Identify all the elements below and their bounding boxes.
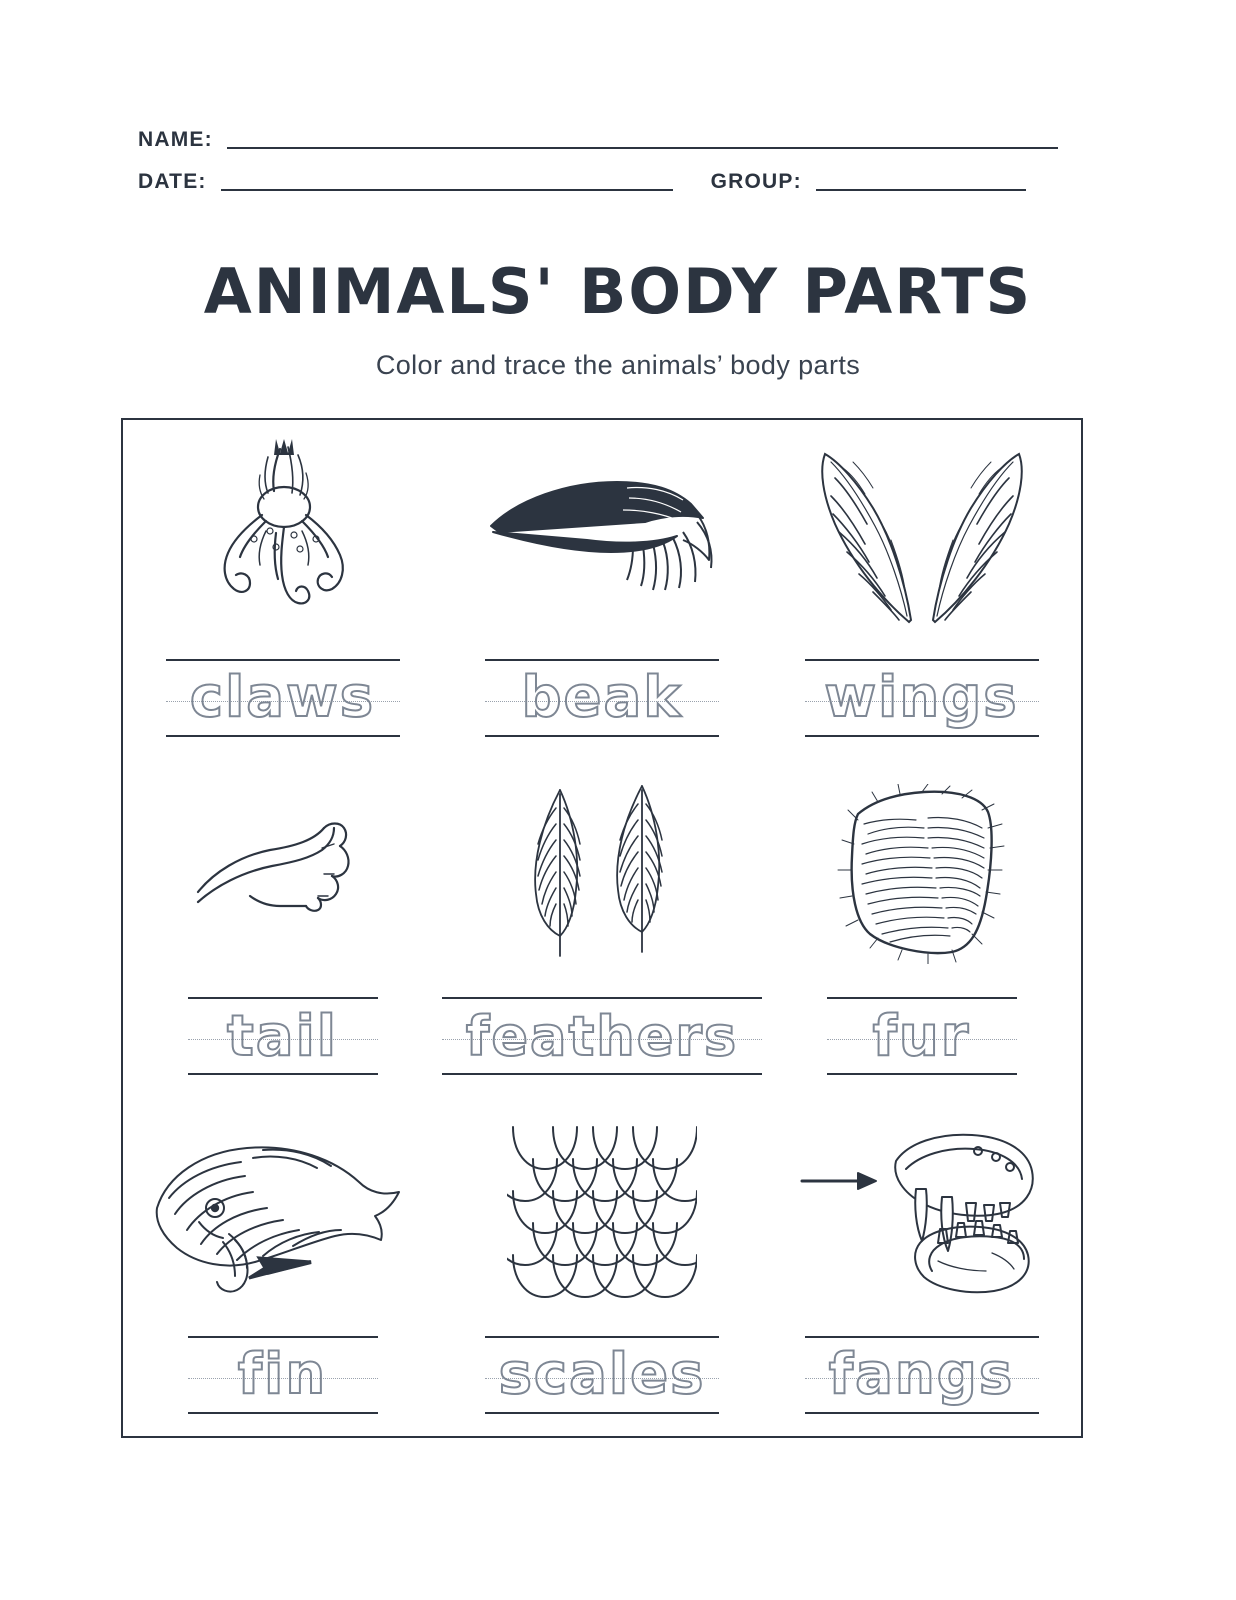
fish-scales-icon bbox=[442, 1097, 762, 1328]
worksheet-grid bbox=[123, 420, 1081, 1436]
bird-beak-icon bbox=[442, 420, 762, 651]
trace-block-claws[interactable] bbox=[166, 651, 400, 747]
animal-tail-icon bbox=[123, 759, 442, 990]
name-field-row bbox=[138, 112, 1058, 154]
trace-word: fur bbox=[872, 1003, 971, 1069]
trace-word: feathers bbox=[465, 1004, 739, 1068]
trace-word: claws bbox=[189, 665, 376, 731]
worksheet-item-fin bbox=[123, 1097, 442, 1436]
trace-word: wings bbox=[824, 665, 1019, 731]
worksheet-item-feathers bbox=[442, 759, 762, 1098]
animal-fangs-icon bbox=[762, 1097, 1081, 1328]
worksheet-item-beak bbox=[442, 420, 762, 759]
trace-block-tail[interactable] bbox=[188, 989, 378, 1085]
trace-word: scales bbox=[498, 1342, 706, 1408]
page-subtitle: Color and trace the animals’ body parts bbox=[375, 350, 861, 380]
worksheet-item-claws bbox=[123, 420, 442, 759]
page-title: ANIMALS' BODY PARTS bbox=[203, 255, 1033, 328]
worksheet-item-fur bbox=[762, 759, 1081, 1098]
trace-block-fin[interactable] bbox=[188, 1328, 378, 1424]
worksheet-item-scales bbox=[442, 1097, 762, 1436]
name-input-line[interactable] bbox=[227, 146, 1058, 149]
trace-block-scales[interactable] bbox=[485, 1328, 719, 1424]
date-group-field-row bbox=[138, 154, 1058, 196]
trace-block-beak[interactable] bbox=[485, 651, 719, 747]
date-input-line[interactable] bbox=[221, 188, 673, 191]
name-label: NAME: bbox=[138, 128, 213, 151]
worksheet-item-tail bbox=[123, 759, 442, 1098]
trace-word: fin bbox=[237, 1342, 328, 1408]
trace-block-feathers[interactable] bbox=[442, 989, 762, 1085]
worksheet-item-fangs bbox=[762, 1097, 1081, 1436]
trace-word: tail bbox=[227, 1003, 338, 1069]
trace-block-fangs[interactable] bbox=[805, 1328, 1039, 1424]
trace-word: fangs bbox=[828, 1342, 1015, 1408]
two-feathers-icon bbox=[442, 759, 762, 990]
worksheet-item-wings bbox=[762, 420, 1081, 759]
whale-fin-icon bbox=[123, 1097, 442, 1328]
trace-block-wings[interactable] bbox=[805, 651, 1039, 747]
student-info-fields bbox=[138, 112, 1058, 196]
trace-word: beak bbox=[521, 665, 683, 731]
fur-patch-icon bbox=[762, 759, 1081, 990]
trace-block-fur[interactable] bbox=[827, 989, 1017, 1085]
bird-wings-icon bbox=[762, 420, 1081, 651]
group-label: GROUP: bbox=[710, 170, 802, 193]
group-input-line[interactable] bbox=[816, 188, 1026, 191]
date-label: DATE: bbox=[138, 170, 207, 193]
bird-claw-icon bbox=[123, 420, 442, 651]
worksheet-board bbox=[121, 418, 1083, 1438]
